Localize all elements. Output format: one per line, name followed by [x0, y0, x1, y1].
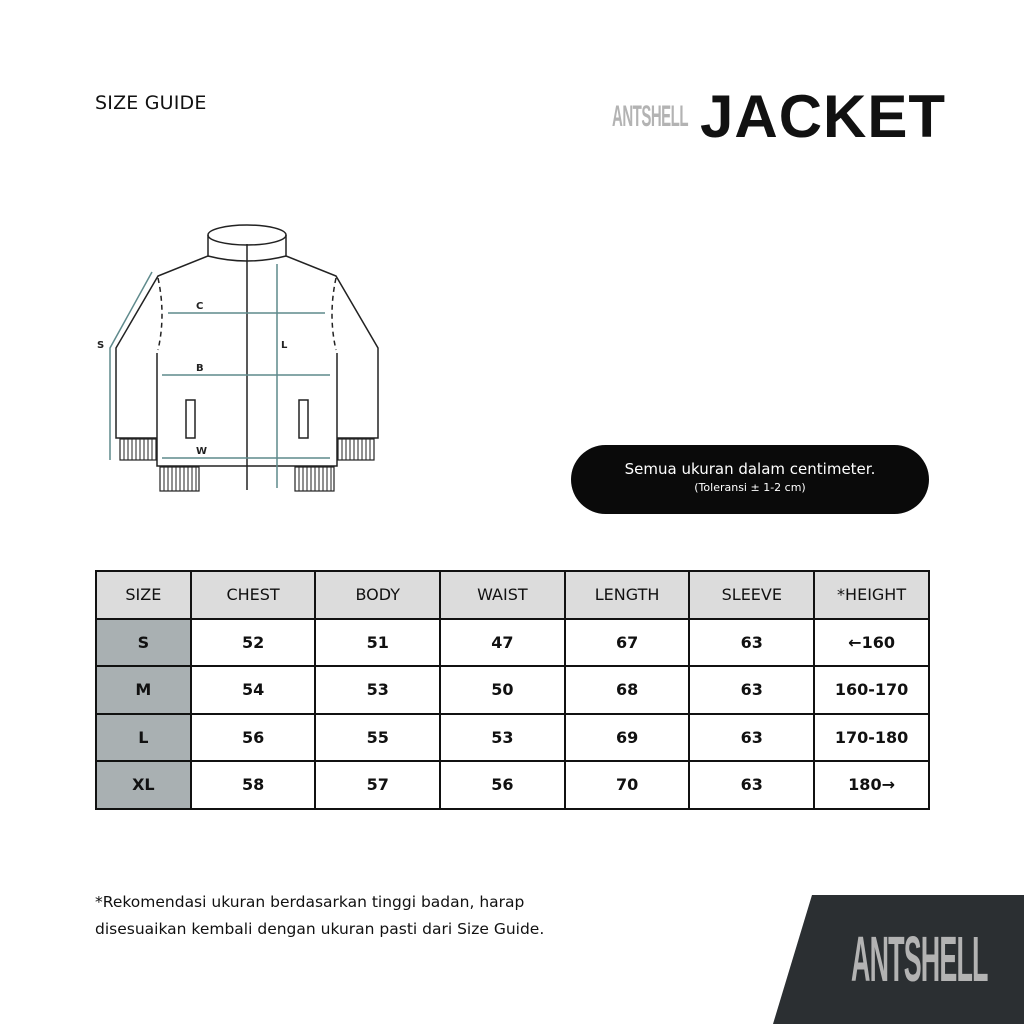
- unit-notice-text: Semua ukuran dalam centimeter.: [624, 460, 876, 478]
- size-table: [95, 570, 930, 810]
- size-cell: L: [96, 714, 191, 762]
- header-waist: WAIST: [440, 571, 565, 619]
- table-cell: ←160: [814, 619, 929, 667]
- table-cell: 70: [565, 761, 690, 809]
- table-cell: 53: [315, 666, 440, 714]
- waist-label: W: [196, 446, 208, 457]
- table-cell: 47: [440, 619, 565, 667]
- table-cell: 58: [191, 761, 316, 809]
- body-label: B: [196, 363, 204, 374]
- table-cell: 53: [440, 714, 565, 762]
- table-cell: 54: [191, 666, 316, 714]
- header-length: LENGTH: [565, 571, 690, 619]
- jacket-diagram: [0, 0, 400, 500]
- header-body: BODY: [315, 571, 440, 619]
- table-cell: 63: [689, 666, 814, 714]
- table-cell: 170-180: [814, 714, 929, 762]
- header-height: *HEIGHT: [814, 571, 929, 619]
- tolerance-text: (Toleransi ± 1-2 cm): [694, 481, 806, 494]
- table-cell: 63: [689, 714, 814, 762]
- table-row: [96, 666, 929, 714]
- table-row: [96, 761, 929, 809]
- table-cell: 55: [315, 714, 440, 762]
- unit-notice: [571, 445, 929, 514]
- length-label: L: [281, 340, 288, 351]
- header-chest: CHEST: [191, 571, 316, 619]
- footnote-line: *Rekomendasi ukuran berdasarkan tinggi badan, harap: [95, 893, 525, 911]
- table-cell: 160-170: [814, 666, 929, 714]
- size-cell: XL: [96, 761, 191, 809]
- table-cell: 56: [191, 714, 316, 762]
- table-cell: 52: [191, 619, 316, 667]
- table-row: [96, 619, 929, 667]
- table-cell: 68: [565, 666, 690, 714]
- table-cell: 63: [689, 761, 814, 809]
- table-header-row: [96, 571, 929, 619]
- brand-logo: ANTSHELL: [612, 100, 688, 133]
- table-cell: 63: [689, 619, 814, 667]
- size-cell: M: [96, 666, 191, 714]
- table-cell: 67: [565, 619, 690, 667]
- table-cell: 50: [440, 666, 565, 714]
- table-cell: 57: [315, 761, 440, 809]
- size-cell: S: [96, 619, 191, 667]
- page-title: JACKET: [700, 83, 947, 150]
- header-size: SIZE: [96, 571, 191, 619]
- header-sleeve: SLEEVE: [689, 571, 814, 619]
- table-cell: 56: [440, 761, 565, 809]
- table-row: [96, 714, 929, 762]
- footnote-line: disesuaikan kembali dengan ukuran pasti dari Size Guide.: [95, 920, 545, 938]
- size-guide-label: SIZE GUIDE: [95, 92, 207, 114]
- sleeve-label: S: [97, 340, 105, 351]
- footnote: [95, 889, 544, 943]
- table-cell: 180→: [814, 761, 929, 809]
- table-cell: 51: [315, 619, 440, 667]
- chest-label: C: [196, 301, 204, 312]
- footer-logo: ANTSHELL: [851, 923, 988, 995]
- table-cell: 69: [565, 714, 690, 762]
